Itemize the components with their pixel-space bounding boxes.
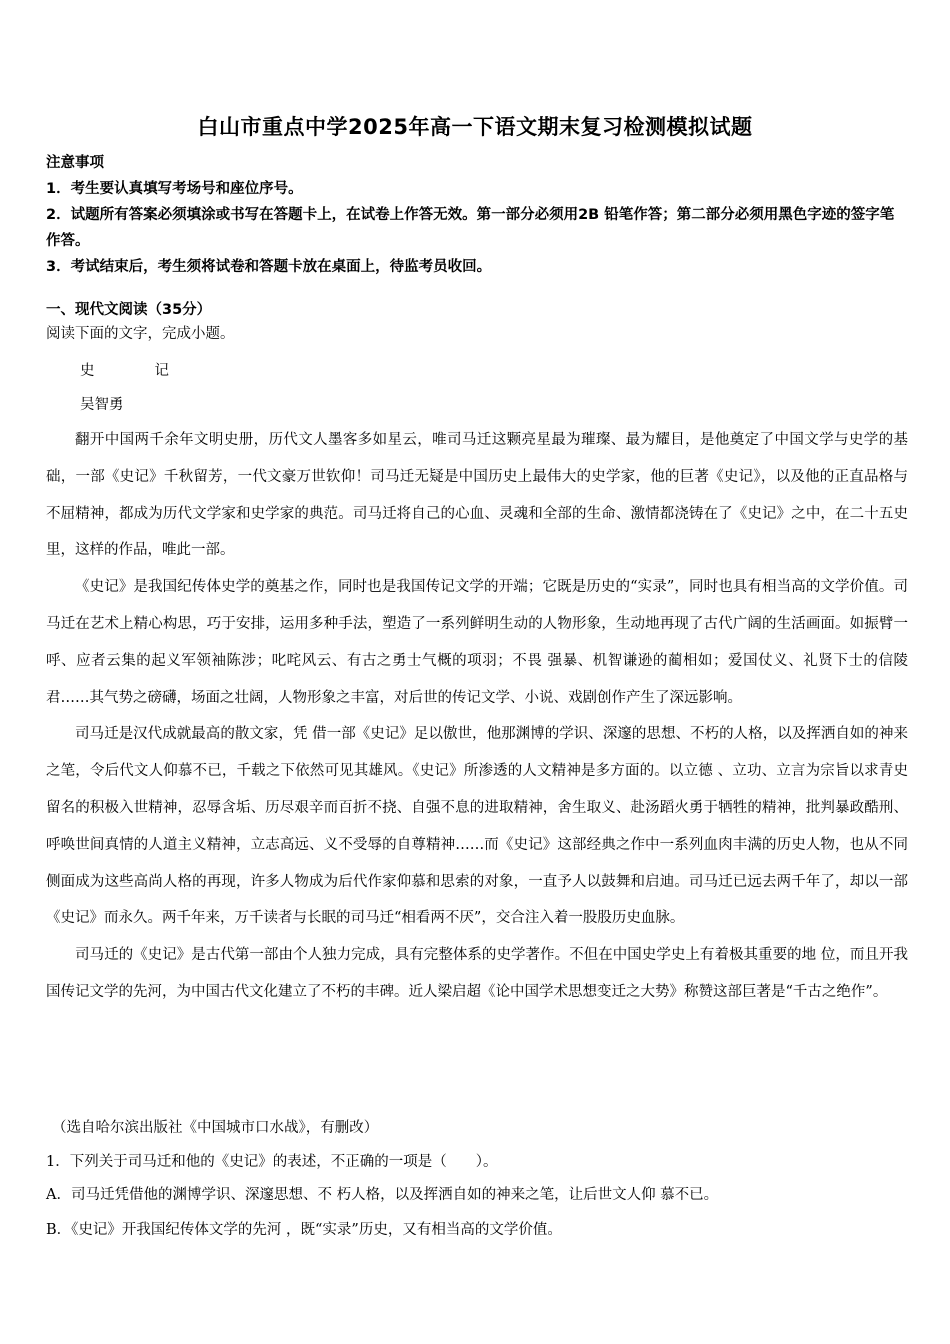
notice-item-2: 2．试题所有答案必须填涂或书写在答题卡上，在试卷上作答无效。第一部分必须用2B 铅笔作答；第二部分必须用黑色字迹的签字笔作答。	[46, 207, 895, 249]
article-title	[46, 354, 908, 388]
article-paragraph-4: 司马迁的《史记》是古代第一部由个人独力完成，具有完整体系的史学著作。不但在中国史学史上有着极其重要的地 位，而且开我国传记文学的先河，为中国古代文化建立了不朽的丰碑。近人梁启超《论中国学术思想变迁之大势》称赞这部巨著是“千古之绝作”。	[46, 947, 908, 1000]
section-title: 一、现代文阅读（35分）	[46, 302, 212, 318]
notice-item-3: 3．考试结束后，考生须将试卷和答题卡放在桌面上，待监考员收回。	[46, 259, 492, 275]
notice-block	[46, 150, 908, 280]
option-a: A．司马迁凭借他的渊博学识、深邃思想、不 朽人格，以及挥洒自如的神来之笔，让后世文人仰 慕不已。	[46, 1187, 719, 1203]
option-b: B．《史记》开我国纪传体文学的先河 ，既“实录”历史，又有相当高的文学价值。	[46, 1222, 562, 1238]
article	[46, 354, 908, 1011]
article-paragraph-1: 翻开中国两千余年文明史册，历代文人墨客多如星云，唯司马迁这颗亮星最为璀璨、最为耀目，是他奠定了中国文学与史学的基础，一部《史记》千秋留芳，一代文豪万世钦仰！司马迁无疑是中国历史上最伟大的史学家，他的巨著《史记》，以及他的正直品格与不屈精神，都成为历代文学家和史学家的典范。司马迁将自己的心血、灵魂和全部的生命、激情都浇铸在了《史记》之中，在二十五史里，这样的作品，唯此一部。	[46, 432, 908, 559]
article-source: （选自哈尔滨出版社《中国城市口水战》，有删改）	[52, 1120, 379, 1136]
article-title-left: 史	[80, 363, 95, 379]
section-modern-reading	[46, 298, 908, 346]
article-paragraph-3: 司马迁是汉代成就最高的散文家，凭 借一部《史记》足以傲世，他那渊博的学识、深邃的思想、不朽的人格，以及挥洒自如的神来之笔，令后代文人仰慕不已，千载之下依然可见其雄风。《史记》所渗透的人文精神是多方面的。以立德 、立功、立言为宗旨以求青史留名的积极入世精神，忍辱含垢、历尽艰辛而百折不挠、自强不息的进取精神，舍生取义、赴汤蹈火勇于牺牲的精神，批判暴政酷刑、呼唤世间真情的人道主义精神，立志高远、义不受辱的自尊精神……而《史记》这部经典之作中一系列血肉丰满的历史人物，也从不同侧面成为这些高尚人格的再现，许多人物成为后代作家仰慕和思索的对象，一直予人以鼓舞和启迪。司马迁已远去两千年了，却以一部《史记》而永久。两千年来，万千读者与长眠的司马迁“相看两不厌”，交合注入着一股股历史血脉。	[46, 726, 908, 927]
article-paragraph-2: 《史记》是我国纪传体史学的奠基之作，同时也是我国传记文学的开端；它既是历史的“实录”，同时也具有相当高的文学价值。司马迁在艺术上精心构思，巧于安排，运用多种手法，塑造了一系列鲜明生动的人物形象，生动地再现了古代广阔的生活画面。如振臂一呼、应者云集的起义军领袖陈涉；叱咤风云、有古之勇士气概的项羽；不畏 强暴、机智谦逊的蔺相如；爱国仗义、礼贤下士的信陵君……其气势之磅礴，场面之壮阔，人物形象之丰富，对后世的传记文学、小说、戏剧创作产生了深远影响。	[46, 579, 908, 706]
section-instruction: 阅读下面的文字，完成小题。	[46, 326, 235, 342]
article-author: 吴智勇	[80, 397, 124, 413]
exam-title: 白山市重点中学2025年高一下语文期末复习检测模拟试题	[197, 115, 753, 139]
notice-heading: 注意事项	[46, 155, 104, 171]
question-1: 1．下列关于司马迁和他的《史记》的表述，不正确的一项是（ ）。	[46, 1154, 498, 1170]
article-title-right: 记	[154, 363, 169, 379]
notice-item-1: 1．考生要认真填写考场号和座位序号。	[46, 181, 303, 197]
